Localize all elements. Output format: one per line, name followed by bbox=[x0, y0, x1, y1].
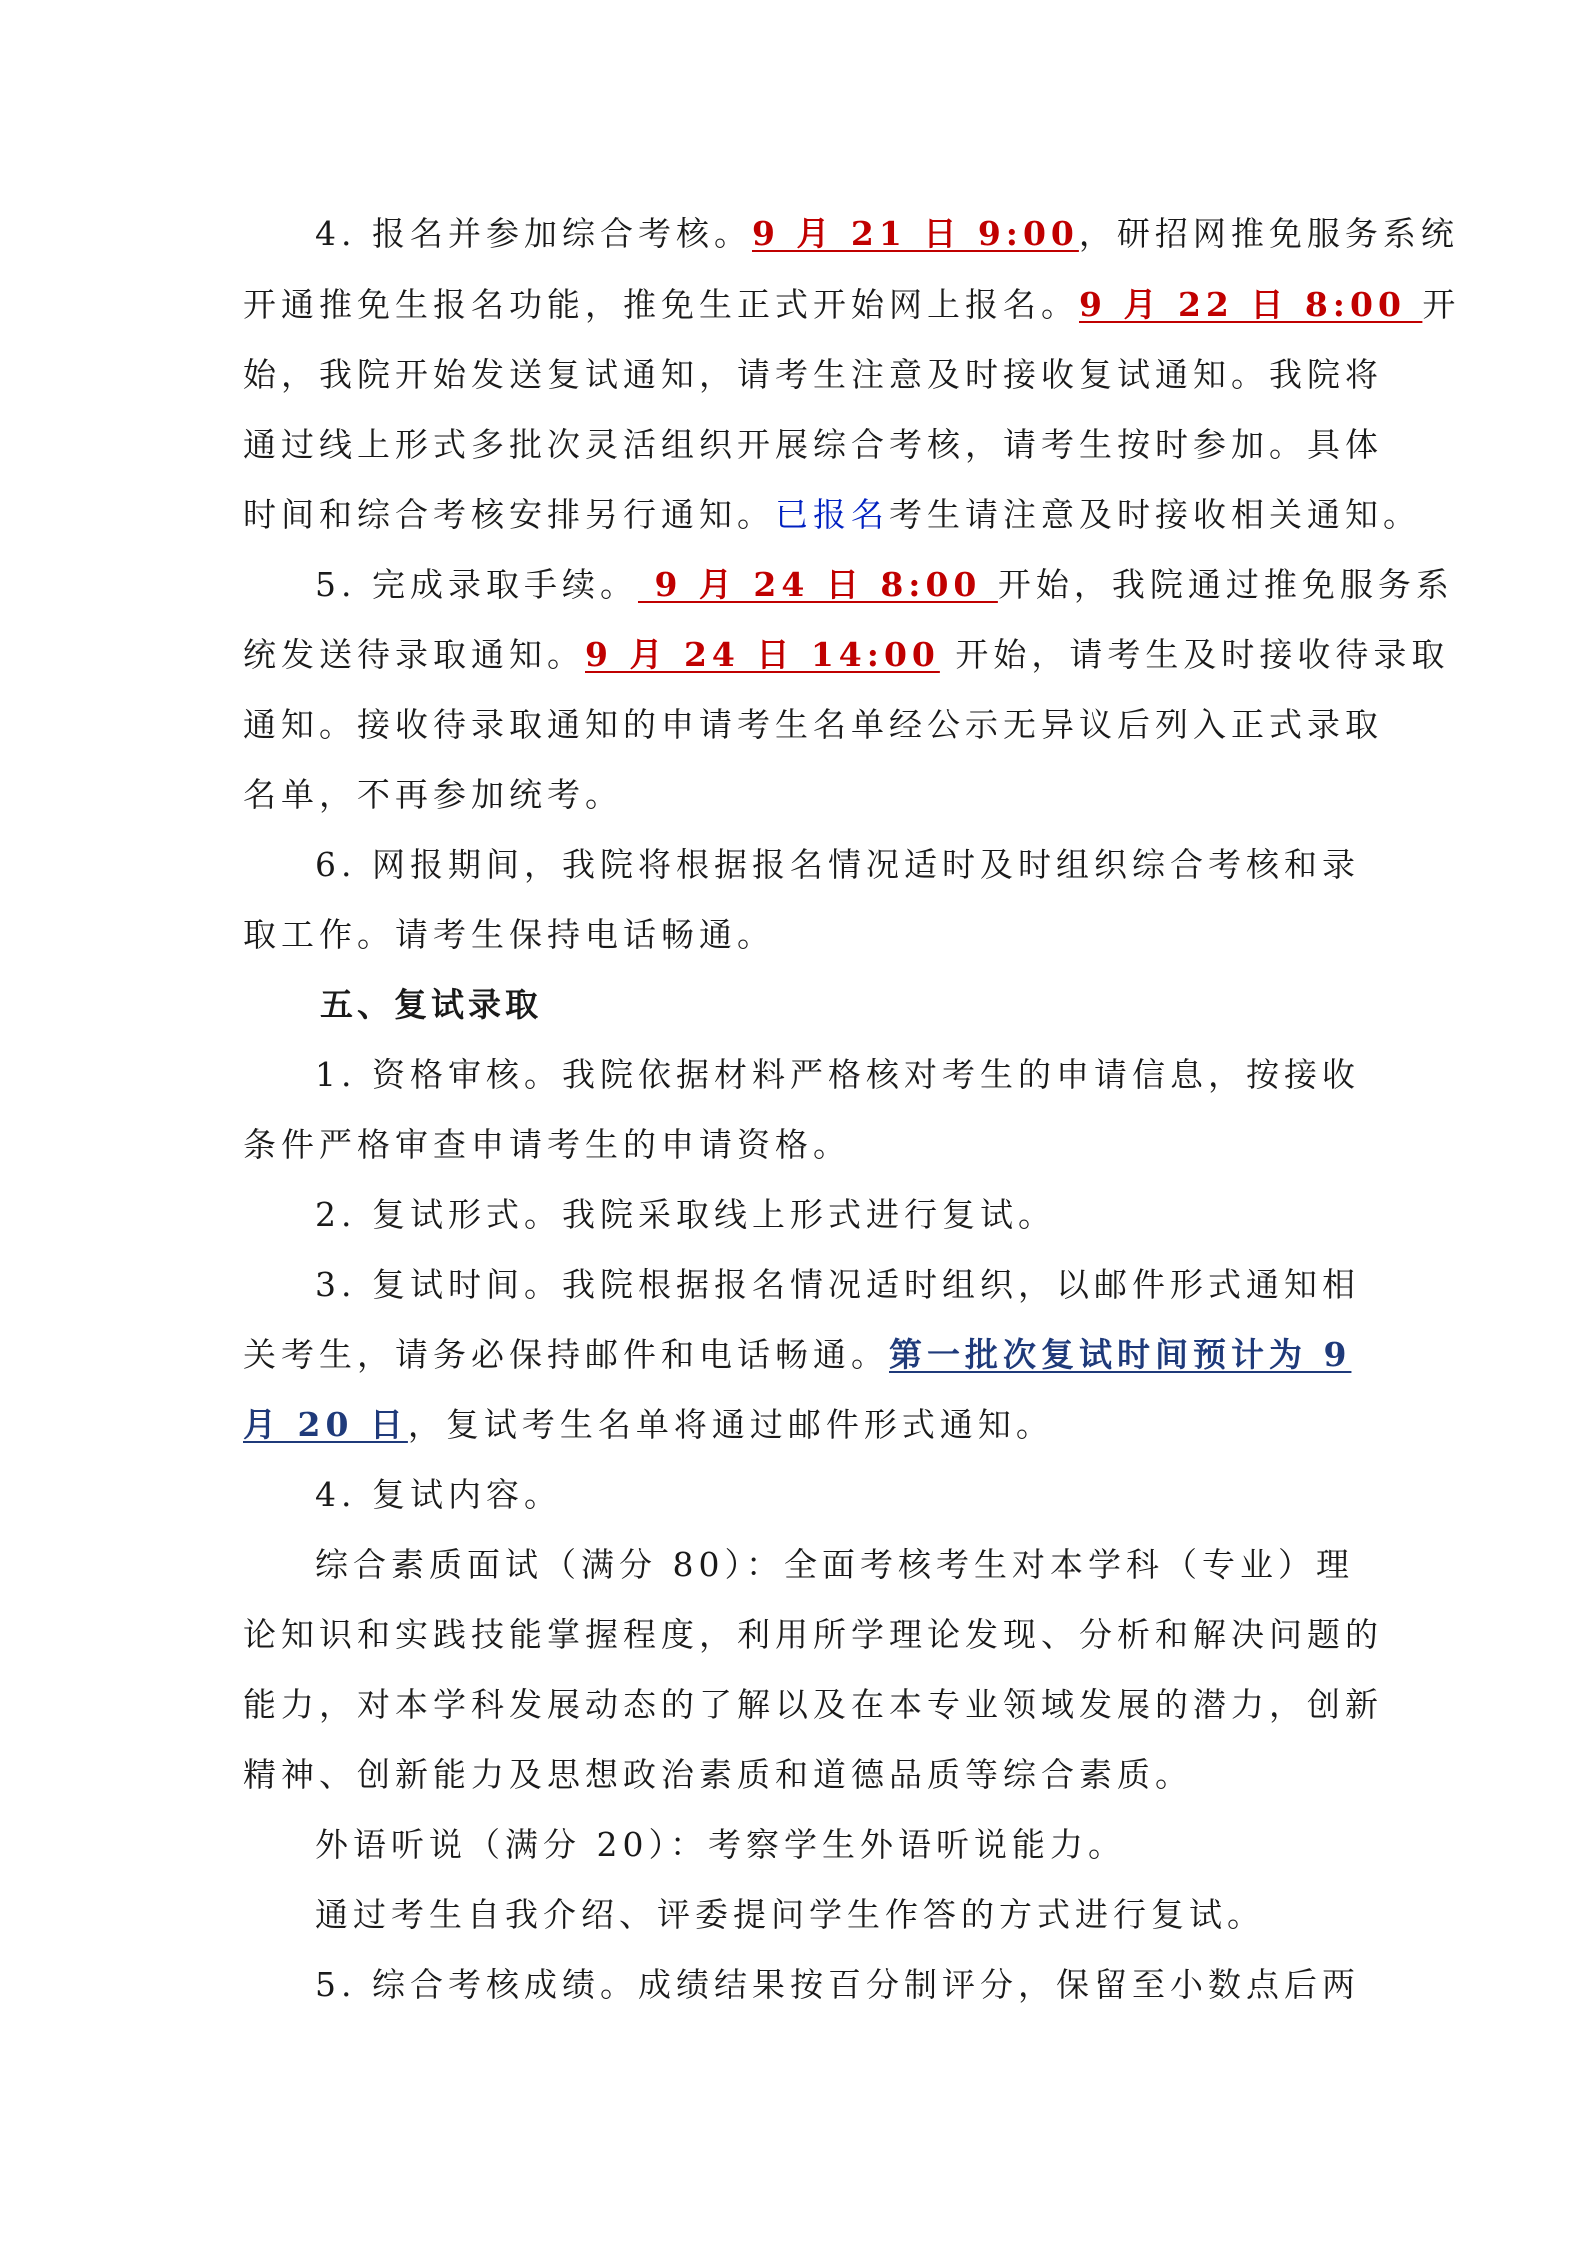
date-sep24-1400: 9 月 24 日 14:00 bbox=[585, 635, 940, 674]
first-batch-date-highlight: 第一批次复试时间预计为 9 bbox=[889, 1335, 1352, 1374]
item4-line1 bbox=[315, 212, 1459, 256]
s5-item1-line2: 条件严格审查申请考生的申请资格。 bbox=[243, 1125, 851, 1164]
item4-text: 开 bbox=[1422, 285, 1461, 324]
item4-text: 考生请注意及时接收相关通知。 bbox=[889, 495, 1421, 534]
date-sep24-0800: 9 月 24 日 8:00 bbox=[637, 565, 998, 604]
item5-line1 bbox=[315, 563, 1454, 607]
s5-item3-text: 关考生，请务必保持邮件和电话畅通。 bbox=[243, 1335, 889, 1374]
item5-text: 统发送待录取通知。 bbox=[243, 635, 585, 674]
method-line: 通过考生自我介绍、评委提问学生作答的方式进行复试。 bbox=[315, 1895, 1265, 1934]
date-sep21: 9 月 21 日 9:00 bbox=[751, 214, 1079, 253]
item4-text: 4. 报名并参加综合考核。 bbox=[315, 214, 752, 253]
item5-text: 开始，请考生及时接收待录取 bbox=[939, 635, 1450, 674]
item5-text: 开始，我院通过推免服务系 bbox=[997, 565, 1454, 604]
item5-line3: 通知。接收待录取通知的申请考生名单经公示无异议后列入正式录取 bbox=[243, 705, 1383, 744]
s5-item2: 2. 复试形式。我院采取线上形式进行复试。 bbox=[315, 1195, 1056, 1234]
item4-text: ，研招网推免服务系统 bbox=[1078, 214, 1459, 253]
s5-item5-line1: 5. 综合考核成绩。成绩结果按百分制评分，保留至小数点后两 bbox=[315, 1965, 1360, 2004]
item6-line1: 6. 网报期间，我院将根据报名情况适时及时组织综合考核和录 bbox=[315, 845, 1360, 884]
interview-line4: 精神、创新能力及思想政治素质和道德品质等综合素质。 bbox=[243, 1755, 1193, 1794]
item6-line2: 取工作。请考生保持电话畅通。 bbox=[243, 915, 775, 954]
s5-item3-line1: 3. 复试时间。我院根据报名情况适时组织，以邮件形式通知相 bbox=[315, 1265, 1360, 1304]
item5-text: 5. 完成录取手续。 bbox=[315, 565, 638, 604]
item4-text: 开通推免生报名功能，推免生正式开始网上报名。 bbox=[243, 285, 1079, 324]
s5-item3-line2 bbox=[243, 1333, 1351, 1377]
s5-item1-line1: 1. 资格审核。我院依据材料严格核对考生的申请信息，按接收 bbox=[315, 1055, 1360, 1094]
interview-line3: 能力，对本学科发展动态的了解以及在本专业领域发展的潜力，创新 bbox=[243, 1685, 1383, 1724]
registered-highlight: 已报名 bbox=[775, 495, 889, 534]
first-batch-date-highlight: 月 20 日 bbox=[243, 1405, 408, 1444]
interview-line2: 论知识和实践技能掌握程度，利用所学理论发现、分析和解决问题的 bbox=[243, 1615, 1383, 1654]
s5-item3-line3 bbox=[243, 1403, 1054, 1447]
item4-line2 bbox=[243, 283, 1460, 327]
item4-line3: 始，我院开始发送复试通知，请考生注意及时接收复试通知。我院将 bbox=[243, 355, 1383, 394]
date-sep22: 9 月 22 日 8:00 bbox=[1079, 285, 1423, 324]
item5-line4: 名单，不再参加统考。 bbox=[243, 775, 623, 814]
item5-line2 bbox=[243, 633, 1449, 677]
item4-text: 时间和综合考核安排另行通知。 bbox=[243, 495, 775, 534]
section-heading: 五、复试录取 bbox=[320, 985, 542, 1024]
item4-line5 bbox=[243, 493, 1421, 537]
s5-item3-text: ，复试考生名单将通过邮件形式通知。 bbox=[407, 1405, 1054, 1444]
item4-line4: 通过线上形式多批次灵活组织开展综合考核，请考生按时参加。具体 bbox=[243, 425, 1383, 464]
interview-line1: 综合素质面试（满分 80）：全面考核考生对本学科（专业）理 bbox=[315, 1545, 1354, 1584]
s5-item4: 4. 复试内容。 bbox=[315, 1475, 562, 1514]
foreign-language-line: 外语听说（满分 20）：考察学生外语听说能力。 bbox=[315, 1825, 1126, 1864]
